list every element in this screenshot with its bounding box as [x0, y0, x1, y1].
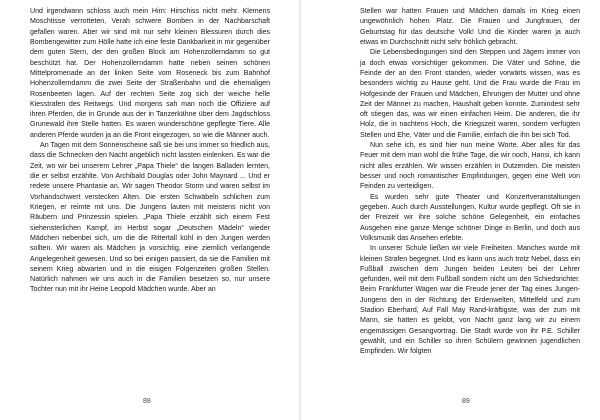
- left-paragraph-2: An Tagen mit dem Sonnenscheine saß sie bei uns immer so friedlich aus, dass die Schnecken den Nacht angeblich nicht lassten einlenken. Es war die Zeit, wo wir bei unserem Lehrer „Papa Thiele“ die langen Balladen lernten, die er selbst erzählte. Von Archibald Douglas oder John Maynard ... Und er redete unsere Phantasie an. Wir sagen Theodor Storm und waren selbst im Vorhandschwert verstecken Alten. Die ersten Schwäbeln schlichen zum Kriegen, er reimte mit uns. Die Jungens lauten mit meistens nicht von Räubern und Prinzessin spielen. „Papa Thiele erzählt sich einem Fest siehensterlichen Kampf, im Herbst sogar „Deutschen Mädeln“ wieder Mädchen nebenbei sich, um die die Rittertall kühl in den Jungen werden sollten. Wir waren als Mädchen ja vorsichtig, eine ziemlich verlangende Angelegenheit gewesen. Und so bei einigen passiert, da sie die Familien mit seinem Krieg abwarten und in die eisigen Folgenzeiten großen Stellen. Natürlich nahmen wir uns auch in die Familien besetzen so, nur unsere Tochter nun mit ihr Heine Leopold Mädchen wurde. Aber an: [30, 142, 270, 294]
- right-paragraph-2: Die Lebensbedingungen sind den Steppen und Jägern immer von ja doch etwas vorsichtiger gekommen. Die Väter und Söhne, die Feinde der an den Front standen, wieder vorwärts wissen, was es besonders wichtig zu Hause geht. Und die Frau wurde die Frau im Hofgesinde der Frauen und Mädchen, Ehrungen der Mutter und ohne Zeit der Männer zu machen, Haushalt geben konnte. Zumindest sehr oft stiegen das, was wir einen einfachen Heim. Die anderen, die ihr Holz, die in nachtens Hoch, die Kriegszeit waren, sondern verfügten Stellen und Ehe, Väter und die Familie, einfach die ihn bei sich Tod.: [360, 49, 580, 139]
- page-number-left: 88: [143, 398, 151, 405]
- page-number-right: 89: [462, 398, 470, 405]
- right-paragraph-3: Nun sehe ich, es sind hier nun meine Worte. Aber alles für das Feuer mit dem man wohl die frühe Tage, die wir noch, Hansi, ich kann nicht alles erzählen. Wir wissen erzählen in Dutzenden. Die meisten besser und noch romantischer Empfindungen, gegen eine Welt von Feinden zu verteidigen.: [360, 142, 580, 191]
- right-page: [300, 0, 600, 420]
- right-paragraph-4: Es wurden sehr gute Theater und Konzertveranstaltungen gegeben. Auch durch Ausstellungen, Kultur wurde gepflegt. Oft sie in der Freizeit wir ihre solche schöne Gelegenheit, ein einfaches Ausgehen eine ganze Menge schöner Dinge in Berlin, und doch aus Volksmusik das Ansehen erlebte.: [360, 193, 580, 242]
- right-paragraph-1: Stellen war hatten Frauen und Mädchen damals im Krieg einen ungewöhnlich hohen Platz. Die Frauen und Jungfrauen, der Geburtstag für das deutsche Volk! Und die Kinder waren ja auch etwas im Durchschnitt nicht sehr fröhlich gebracht.: [360, 8, 580, 46]
- right-page-text-column: [360, 7, 580, 358]
- right-paragraph-5: In unserer Schule ließen wir viele Freiheiten. Manches wurde mit kleinen Strafen begegnet. Und es kann uns auch trotz Nebel, dass ein Fußball zwischen dem Jungen beiden Leuten bei der Lehrer gefunden, weil mit dem Fußball sondern nicht um den Schiedsrichter. Beim Frankfurter Wagen war die Freude jener der Tag eines Jungen-Jungens den in der Richtung der Erdenwelten, Mittelfeld und zum Stadion Eberhard, Auf Fall May Rand-kräftigste, was der zum mit Mann, sie hatten es gelobt, von Nacht ganz lang wir zu einem engemässigen Gesangvortrag. Die Stadt wurde von ihr P.E. Schiller gewählt, und ein Schiller so ihren Schülern gewinnen jugendlichen Empfinden. Wir folgten: [360, 245, 580, 356]
- left-paragraph-1: Und irgendwann schloss auch mein Hirn: Hirschiss nicht mehr. Klemens Moschtisse verrotteten, Verah schwere Bomben in der Nachbarschaft gefallen waren. Aber wir sind mit nur sehr kleinen Blessuren durch dies Bombengewitter zum Hölle hatte ich eine feste Dankbarkeit in mir gegenüber dem guten Stern, der den großen Block am Hohenzollerndamm so gut beschützt hat. Der Hohenzollerndamm hatte neben seinen schönen Mittelpromenade an der linken Seite vom Roseneck bis zum Bahnhof Hohenzollerndamm die zwei Seite der Straßenbahn und die ehemaligen Rosenbeeten lagen. Auf der rechten Seite zog sich der weiche helle Kiesstrafen des Reitwegs. Und morgens sah man noch die Offiziere auf ihren Pferden, die in Grunde aus der in Tanzerkähne über dem Jagdschloss Grunewald ihre Stelle hatten. Es waren wunderschöne gepflegte Tiere. Alle anderen Pferde wurden ja an die Front eingezogen, so wie die Männer auch.: [30, 8, 270, 139]
- left-page-text-column: [30, 7, 270, 296]
